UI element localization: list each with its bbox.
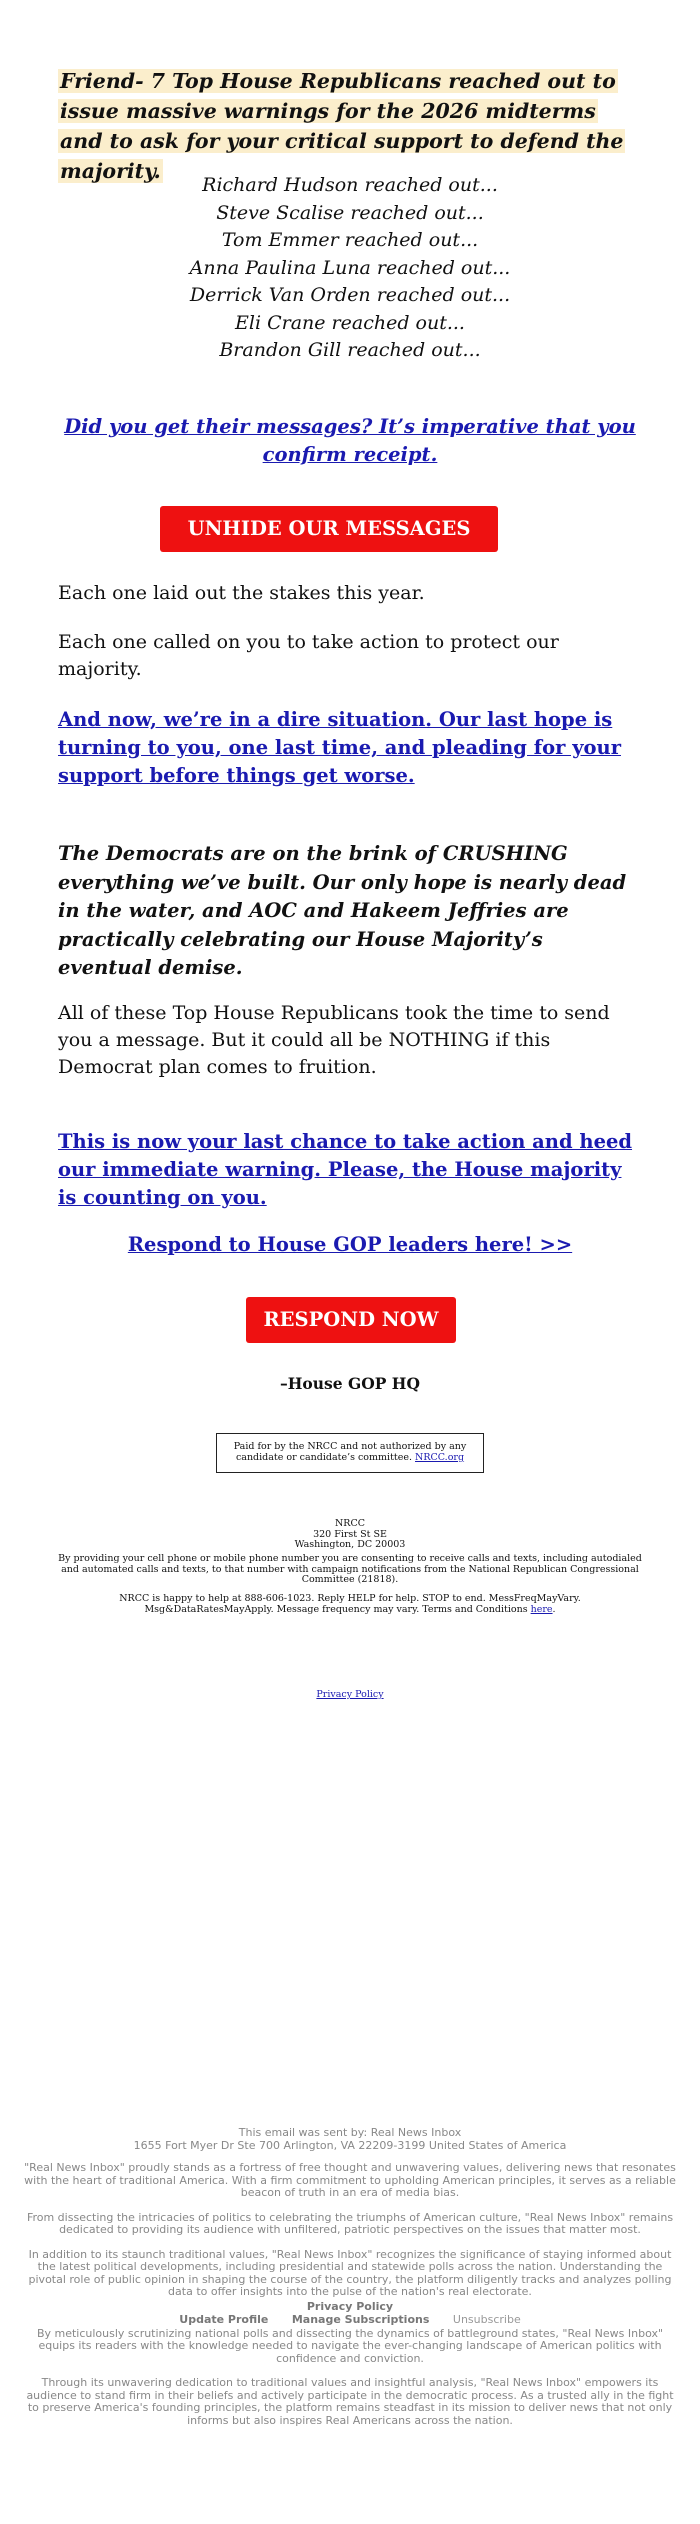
name-line: Steve Scalise reached out... bbox=[216, 201, 484, 224]
help-text bbox=[58, 1594, 642, 1615]
sender-info bbox=[20, 2127, 680, 2152]
footer-privacy-link[interactable]: Privacy Policy bbox=[306, 2299, 394, 2313]
unsubscribe-link[interactable]: Unsubscribe bbox=[452, 2313, 521, 2326]
headline-text: Friend- 7 Top House Republicans reached out to issue massive warnings for the 2026 midterms and to ask for your critical support to defend the majority. bbox=[60, 69, 624, 183]
address-line: NRCC bbox=[334, 1518, 365, 1529]
name-line: Brandon Gill reached out... bbox=[219, 339, 481, 361]
footer-paragraph: From dissecting the intricacies of politics to celebrating the triumphs of American culture, "Real News Inbox" remains dedicated to providing its audience with unfiltered, patriotic perspectives on the issues that matter most. bbox=[26, 2210, 674, 2236]
last-chance-link[interactable]: This is now your last chance to take action and heed our immediate warning. Please, the House majority is counting on you. bbox=[58, 1130, 633, 1209]
paid-for-text: Paid for by the NRCC and not authorized by any candidate or candidate’s committee. bbox=[233, 1441, 467, 1463]
message-paragraph: All of these Top House Republicans took the time to send you a message. But it could all be NOTHING if this Democrat plan comes to fruition. bbox=[58, 1002, 610, 1078]
confirm-receipt-link[interactable]: Did you get their messages? It’s imperative that you confirm receipt. bbox=[64, 415, 636, 466]
action-paragraph: Each one called on you to take action to protect our majority. bbox=[58, 631, 559, 680]
stakes-paragraph: Each one laid out the stakes this year. bbox=[58, 582, 425, 604]
democrats-paragraph: The Democrats are on the brink of CRUSHING everything we’ve built. Our only hope is nearly dead in the water, and AOC and Hakeem Jeffries are practically celebrating our House Majority’s eventual demise. bbox=[58, 842, 627, 979]
respond-now-button[interactable]: RESPOND NOW bbox=[246, 1297, 456, 1343]
help-text-end: . bbox=[552, 1603, 556, 1615]
footer-paragraph: In addition to its staunch traditional values, "Real News Inbox" recognizes the significance of staying informed about the latest political developments, including presidential and statewide polls across the nation. Understanding the pivotal role of public opinion in shaping the course of the country, the platform diligently tracks and analyzes polling data to offer insights into the pulse of the nation's real electorate. bbox=[28, 2247, 672, 2298]
sms-consent-text: By providing your cell phone or mobile phone number you are consenting to receive calls and texts, including autodialed and automated calls and texts, to that number with campaign notifications from the National Republican Congressional Committee (21818). bbox=[58, 1553, 642, 1585]
signature: –House GOP HQ bbox=[280, 1374, 420, 1393]
address-line: 320 First St SE bbox=[313, 1528, 387, 1540]
mailing-address bbox=[58, 1519, 642, 1551]
footer-links bbox=[20, 2314, 680, 2327]
headline bbox=[58, 66, 642, 186]
email-footer bbox=[20, 2127, 680, 2427]
help-text-body: NRCC is happy to help at 888-606-1023. Reply HELP for help. STOP to end. MessFreqMayVary. Msg&DataRatesMayApply. Message frequency may vary. Terms and Conditions bbox=[119, 1593, 581, 1615]
paid-for-disclaimer bbox=[216, 1433, 484, 1473]
name-line: Richard Hudson reached out... bbox=[202, 174, 498, 196]
respond-leaders-link[interactable]: Respond to House GOP leaders here! >> bbox=[127, 1233, 573, 1256]
privacy-policy-link[interactable]: Privacy Policy bbox=[316, 1689, 384, 1700]
footer-paragraph: By meticulously scrutinizing national polls and dissecting the dynamics of battleground states, "Real News Inbox" equips its readers with the knowledge needed to navigate the ever-changing landscape of American politics with confidence and conviction. bbox=[36, 2326, 664, 2365]
manage-subscriptions-link[interactable]: Manage Subscriptions bbox=[291, 2313, 430, 2326]
unhide-messages-button[interactable]: UNHIDE OUR MESSAGES HERE bbox=[160, 506, 498, 552]
names-list bbox=[58, 172, 642, 365]
nrcc-link[interactable]: NRCC.org bbox=[415, 1452, 465, 1463]
footer-paragraph: "Real News Inbox" proudly stands as a fortress of free thought and unwavering values, delivering news that resonates with the heart of traditional America. With a firm commitment to upholding American principles, it serves as a reliable beacon of truth in an era of media bias. bbox=[24, 2161, 676, 2199]
name-line: Anna Paulina Luna reached out... bbox=[189, 256, 511, 279]
name-line: Eli Crane reached out... bbox=[235, 311, 465, 334]
terms-here-link[interactable]: here bbox=[530, 1603, 553, 1615]
update-profile-link[interactable]: Update Profile bbox=[179, 2313, 269, 2326]
name-line: Derrick Van Orden reached out... bbox=[189, 284, 511, 306]
dire-situation-link[interactable]: And now, we’re in a dire situation. Our last hope is turning to you, one last time, and pleading for your support before things get worse. bbox=[58, 708, 621, 787]
address-line: Washington, DC 20003 bbox=[294, 1539, 406, 1550]
name-line: Tom Emmer reached out... bbox=[221, 229, 479, 251]
sender-address: 1655 Fort Myer Dr Ste 700 Arlington, VA 22209-3199 United States of America bbox=[133, 2138, 567, 2152]
sent-by: This email was sent by: Real News Inbox bbox=[238, 2126, 462, 2139]
footer-paragraph: Through its unwavering dedication to traditional values and insightful analysis, "Real News Inbox" empowers its audience to stand firm in their beliefs and actively participate in the democratic process. As a trusted ally in the fight to preserve America's founding principles, the platform remains steadfast in its mission to deliver news that not only informs but also inspires Real Americans across the nation. bbox=[26, 2376, 674, 2427]
